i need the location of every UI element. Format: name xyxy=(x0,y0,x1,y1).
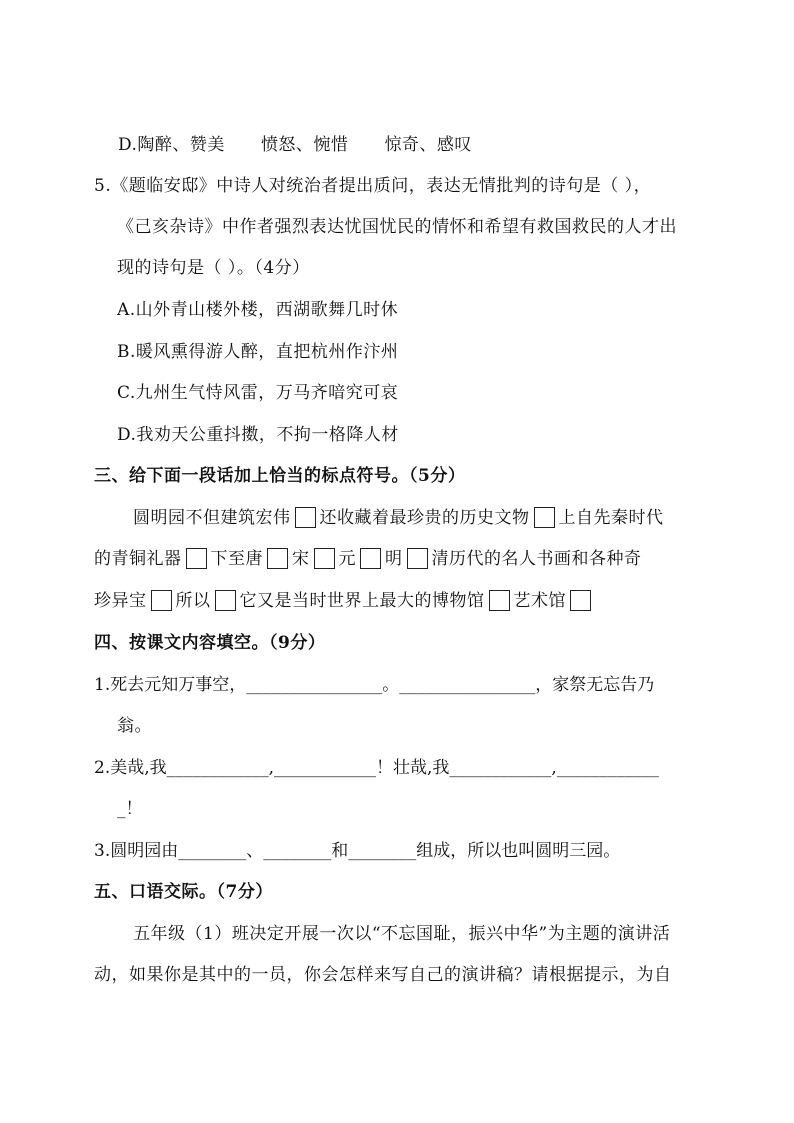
punctuation-box[interactable] xyxy=(267,548,288,569)
s5-paragraph-line-1: 五年级（1）班决定开展一次以“不忘国耻，振兴中华”为主题的演讲活 xyxy=(133,924,671,944)
s3-text: 上自先秦时代 xyxy=(558,508,664,528)
punctuation-box[interactable] xyxy=(534,507,555,528)
section-4-heading: 四、按课文内容填空。（9分） xyxy=(94,633,326,653)
s3-text: 圆明园不但建筑宏伟 xyxy=(133,508,291,528)
s4-q2-line-2: _！ xyxy=(117,799,143,819)
punctuation-box[interactable] xyxy=(489,590,510,611)
punctuation-box[interactable] xyxy=(570,590,591,611)
s4-q1-line-2: 翁。 xyxy=(117,716,152,736)
s3-text: 元 xyxy=(338,549,356,569)
s3-text: 清历代的名人书画和各种奇 xyxy=(431,549,642,569)
punctuation-box[interactable] xyxy=(407,548,428,569)
q5-option-a: A.山外青山楼外楼，西湖歌舞几时休 xyxy=(117,300,399,320)
q5-option-c: C.九州生气恃风雷，万马齐喑究可哀 xyxy=(117,383,399,403)
s3-text: 艺术馆 xyxy=(513,591,566,611)
s3-line-3 xyxy=(94,589,595,613)
q5-option-b: B.暖风熏得游人醉，直把杭州作汴州 xyxy=(117,342,399,362)
s3-line-2 xyxy=(94,547,642,571)
s5-paragraph-line-2: 动，如果你是其中的一员，你会怎样来写自己的演讲稿？请根据提示，为自 xyxy=(94,965,672,985)
q4-d-a: D.陶醉、赞美 xyxy=(118,135,225,155)
s4-q3[interactable]: 3.圆明园由________、________和________组成，所以也叫圆明三园。 xyxy=(94,841,621,861)
s3-text: 珍异宝 xyxy=(94,591,147,611)
punctuation-box[interactable] xyxy=(151,590,172,611)
s4-q2-line-1[interactable]: 2.美哉,我____________,____________！壮哉,我____________,____________ xyxy=(94,758,659,778)
q5-option-d: D.我劝天公重抖擞，不拘一格降人材 xyxy=(117,425,399,445)
punctuation-box[interactable] xyxy=(295,507,316,528)
s3-text: 的青铜礼器 xyxy=(94,549,182,569)
q4-d-b: 愤怒、惋惜 xyxy=(260,135,349,155)
s3-line-1 xyxy=(133,506,664,530)
s3-text: 下至唐 xyxy=(210,549,263,569)
s3-text: 所以 xyxy=(175,591,211,611)
punctuation-box[interactable] xyxy=(314,548,335,569)
punctuation-box[interactable] xyxy=(186,548,207,569)
s3-text: 还收藏着最珍贵的历史文物 xyxy=(319,508,530,528)
section-5-heading: 五、口语交际。（7分） xyxy=(94,882,273,902)
q5-line-3: 现的诗句是（ ）。（4分） xyxy=(117,258,310,278)
q4-d-c: 惊奇、感叹 xyxy=(384,135,472,155)
s4-q1-line-1[interactable]: 1.死去元知万事空，________________。________________，家祭无忘告乃 xyxy=(94,675,655,695)
q5-line-2: 《己亥杂诗》中作者强烈表达忧国忧民的情怀和希望有救国救民的人才出 xyxy=(117,217,677,237)
section-3-heading: 三、给下面一段话加上恰当的标点符号。（5分） xyxy=(94,466,466,486)
s3-text: 宋 xyxy=(292,549,310,569)
s3-text: 明 xyxy=(385,549,403,569)
s3-text: 它又是当时世界上最大的博物馆 xyxy=(239,591,485,611)
punctuation-box[interactable] xyxy=(215,590,236,611)
q4-option-d xyxy=(118,133,472,157)
punctuation-box[interactable] xyxy=(360,548,381,569)
q5-line-1: 5.《题临安邸》中诗人对统治者提出质问，表达无情批判的诗句是（ ）， xyxy=(94,176,652,196)
